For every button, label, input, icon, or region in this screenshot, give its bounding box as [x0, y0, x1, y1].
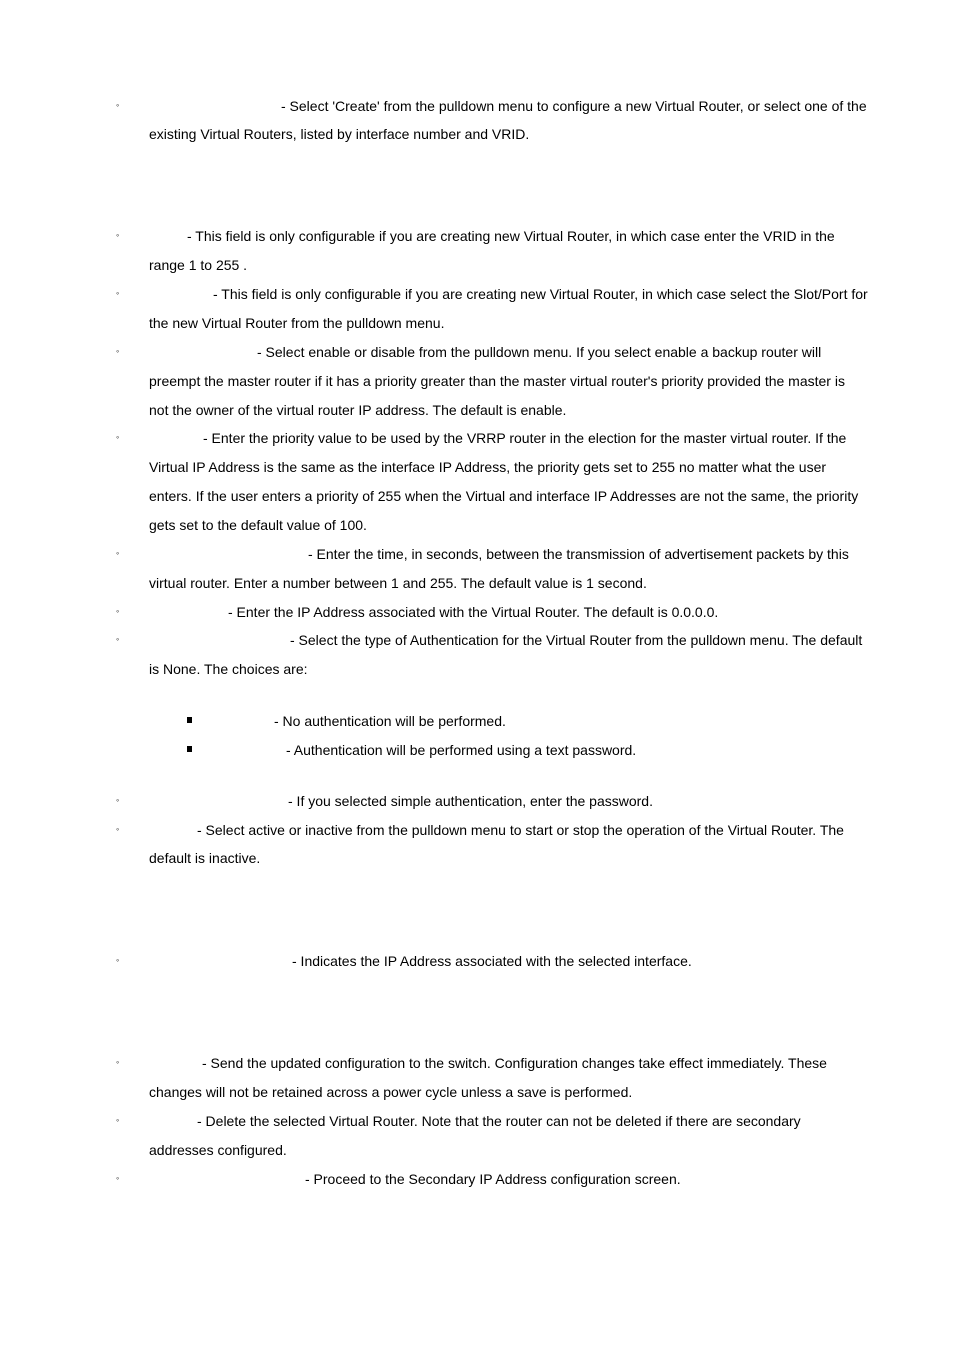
item-text-line: - Send the updated configuration to the switch. Configuration changes take effect immediately. These	[202, 1055, 827, 1071]
item-text-line: existing Virtual Routers, listed by interface number and VRID.	[149, 126, 530, 142]
item-text-line: - Select 'Create' from the pulldown menu to configure a new Virtual Router, or select one of the	[281, 98, 867, 114]
item-text-line: - No authentication will be performed.	[274, 713, 506, 729]
hollow-bullet-icon: ◦	[116, 1173, 120, 1183]
item-text-line: - Enter the time, in seconds, between the transmission of advertisement packets by this	[308, 546, 849, 562]
item-text-line: Virtual IP Address is the same as the interface IP Address, the priority gets set to 255 no matter what the user	[149, 459, 827, 475]
item-text-line: - This field is only configurable if you are creating new Virtual Router, in which case select the Slot/Port for	[213, 286, 868, 302]
item-text-line: enters. If the user enters a priority of 255 when the Virtual and interface IP Addresses are not the same, the priority	[149, 488, 859, 504]
item-text-line: - Indicates the IP Address associated with the selected interface.	[292, 953, 692, 969]
square-bullet-icon	[187, 717, 192, 723]
hollow-bullet-icon: ◦	[116, 288, 120, 298]
item-text-line: the new Virtual Router from the pulldown menu.	[149, 315, 445, 331]
hollow-bullet-icon: ◦	[116, 230, 120, 240]
item-text-line: - Enter the IP Address associated with the Virtual Router. The default is 0.0.0.0.	[228, 604, 719, 620]
item-text-line: - Proceed to the Secondary IP Address configuration screen.	[305, 1171, 681, 1187]
hollow-bullet-icon: ◦	[116, 548, 120, 558]
item-text-line: virtual router. Enter a number between 1 and 255. The default value is 1 second.	[149, 575, 647, 591]
item-text-line: not the owner of the virtual router IP address. The default is enable.	[149, 402, 567, 418]
item-text-line: - Select the type of Authentication for the Virtual Router from the pulldown menu. The default	[290, 632, 863, 648]
hollow-bullet-icon: ◦	[116, 1057, 120, 1067]
item-text-line: - This field is only configurable if you are creating new Virtual Router, in which case enter the VRID in the	[187, 228, 835, 244]
item-text-line: addresses configured.	[149, 1142, 287, 1158]
item-text-line: - Delete the selected Virtual Router. Note that the router can not be deleted if there are secondary	[197, 1113, 801, 1129]
hollow-bullet-icon: ◦	[116, 634, 120, 644]
item-text-line: - Authentication will be performed using a text password.	[286, 742, 637, 758]
item-text-line: default is inactive.	[149, 850, 261, 866]
item-text-line: preempt the master router if it has a priority greater than the master virtual router's priority provided the master is	[149, 373, 845, 389]
hollow-bullet-icon: ◦	[116, 432, 120, 442]
item-text-line: - Select active or inactive from the pulldown menu to start or stop the operation of the Virtual Router. The	[197, 822, 844, 838]
item-text-line: gets set to the default value of 100.	[149, 517, 367, 533]
item-text-line: range 1 to 255 .	[149, 257, 248, 273]
hollow-bullet-icon: ◦	[116, 795, 120, 805]
hollow-bullet-icon: ◦	[116, 606, 120, 616]
item-text-line: changes will not be retained across a power cycle unless a save is performed.	[149, 1084, 633, 1100]
item-text-line: - If you selected simple authentication, enter the password.	[288, 793, 653, 809]
item-text-line: - Select enable or disable from the pulldown menu. If you select enable a backup router will	[257, 344, 822, 360]
hollow-bullet-icon: ◦	[116, 100, 120, 110]
hollow-bullet-icon: ◦	[116, 955, 120, 965]
square-bullet-icon	[187, 746, 192, 752]
hollow-bullet-icon: ◦	[116, 346, 120, 356]
item-text-line: - Enter the priority value to be used by the VRRP router in the election for the master virtual router. If the	[203, 430, 847, 446]
hollow-bullet-icon: ◦	[116, 824, 120, 834]
hollow-bullet-icon: ◦	[116, 1115, 120, 1125]
item-text-line: is None. The choices are:	[149, 661, 308, 677]
